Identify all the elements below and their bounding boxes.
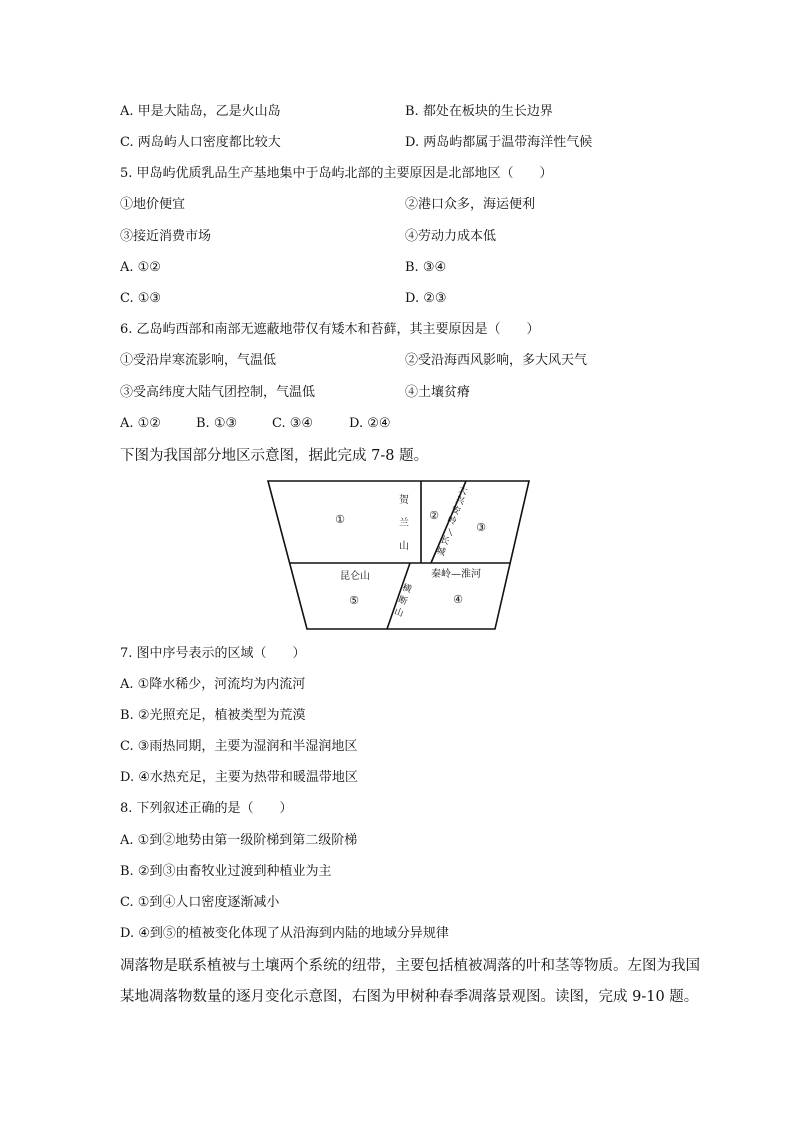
intro-7-8: 下图为我国部分地区示意图，据此完成 7-8 题。 <box>120 448 429 464</box>
q6-item-3: ③受高纬度大陆气团控制，气温低 <box>120 385 316 400</box>
q7-option-a: A. ①降水稀少，河流均为内流河 <box>120 677 306 692</box>
region-5-label: ⑤ <box>349 594 359 607</box>
hengduan-char-2: 断 <box>396 594 409 608</box>
q5-item-3: ③接近消费市场 <box>120 229 212 244</box>
helan-char-2: 兰 <box>399 518 409 529</box>
region-1-label: ① <box>335 513 345 526</box>
q7-option-d: D. ④水热充足，主要为热带和暖温带地区 <box>120 770 358 785</box>
daxing-char-3: 安 <box>449 504 462 518</box>
q6-option-d: D. ②④ <box>349 416 391 431</box>
q7-stem: 7. 图中序号表示的区域（ ） <box>120 646 306 661</box>
q5-option-c: C. ①③ <box>120 291 162 306</box>
region-4-label: ④ <box>453 593 463 606</box>
q8-option-c: C. ①到④人口密度逐渐减小 <box>120 895 280 910</box>
q6-option-c: C. ③④ <box>272 416 314 431</box>
q4-option-b: B. 都处在板块的生长边界 <box>405 104 553 119</box>
intro-9-10-line-1: 凋落物是联系植被与土壤两个系统的纽带，主要包括植被凋落的叶和茎等物质。左图为我国 <box>120 958 700 974</box>
q4-option-d: D. 两岛屿都属于温带海洋性气候 <box>405 135 593 150</box>
qinling-label: 秦岭—淮河 <box>431 569 481 580</box>
hengduan-char-1: 横 <box>400 582 413 596</box>
map-divider-hengduan <box>387 563 410 629</box>
q4-option-c: C. 两岛屿人口密度都比较大 <box>120 135 281 150</box>
q6-item-1: ①受沿岸寒流影响，气温低 <box>120 353 277 368</box>
q5-option-b: B. ③④ <box>405 260 447 275</box>
q8-option-d: D. ④到⑤的植被变化体现了从沿海到内陆的地域分异规律 <box>120 926 449 941</box>
q5-item-1: ①地价便宜 <box>120 197 186 212</box>
daxing-char-4: 岭 <box>445 514 458 528</box>
china-region-map <box>262 476 534 634</box>
hengduan-char-3: 山 <box>392 606 405 620</box>
kunlun-label: 昆仑山 <box>340 571 370 582</box>
q4-option-a: A. 甲是大陆岛，乙是火山岛 <box>120 104 281 119</box>
helan-char-3: 山 <box>399 541 409 552</box>
q8-option-a: A. ①到②地势由第一级阶梯到第二级阶梯 <box>120 833 358 848</box>
helan-char-1: 贺 <box>399 495 409 506</box>
q5-option-d: D. ②③ <box>405 291 447 306</box>
q7-option-c: C. ③雨热同期，主要为湿润和半湿润地区 <box>120 739 358 754</box>
q6-item-2: ②受沿海西风影响，多大风天气 <box>405 353 588 368</box>
q5-item-2: ②港口众多，海运便利 <box>405 197 536 212</box>
q5-item-4: ④劳动力成本低 <box>405 229 497 244</box>
q6-option-a: A. ①② <box>120 416 161 431</box>
q5-option-a: A. ①② <box>120 260 161 275</box>
daxing-char-2: 兴 <box>453 494 466 508</box>
q5-stem: 5. 甲岛屿优质乳品生产基地集中于岛屿北部的主要原因是北部地区（ ） <box>120 166 553 181</box>
q6-item-4: ④土壤贫瘠 <box>405 385 471 400</box>
q8-option-b: B. ②到③由畜牧业过渡到种植业为主 <box>120 864 332 879</box>
daxing-char-5: — <box>443 526 457 539</box>
q8-stem: 8. 下列叙述正确的是（ ） <box>120 801 293 816</box>
daxing-char-7: 城 <box>434 545 447 559</box>
q7-option-b: B. ②光照充足，植被类型为荒漠 <box>120 708 306 723</box>
q6-option-b: B. ①③ <box>196 416 238 431</box>
daxing-char-1: 大 <box>456 484 469 498</box>
region-3-label: ③ <box>476 521 486 534</box>
daxing-char-6: 长 <box>438 534 451 548</box>
region-2-label: ② <box>429 509 439 522</box>
q6-stem: 6. 乙岛屿西部和南部无遮蔽地带仅有矮木和苔藓，其主要原因是（ ） <box>120 322 540 337</box>
intro-9-10-line-2: 某地凋落物数量的逐月变化示意图，右图为甲树种春季凋落景观图。读图，完成 9-10 题。 <box>120 989 699 1005</box>
